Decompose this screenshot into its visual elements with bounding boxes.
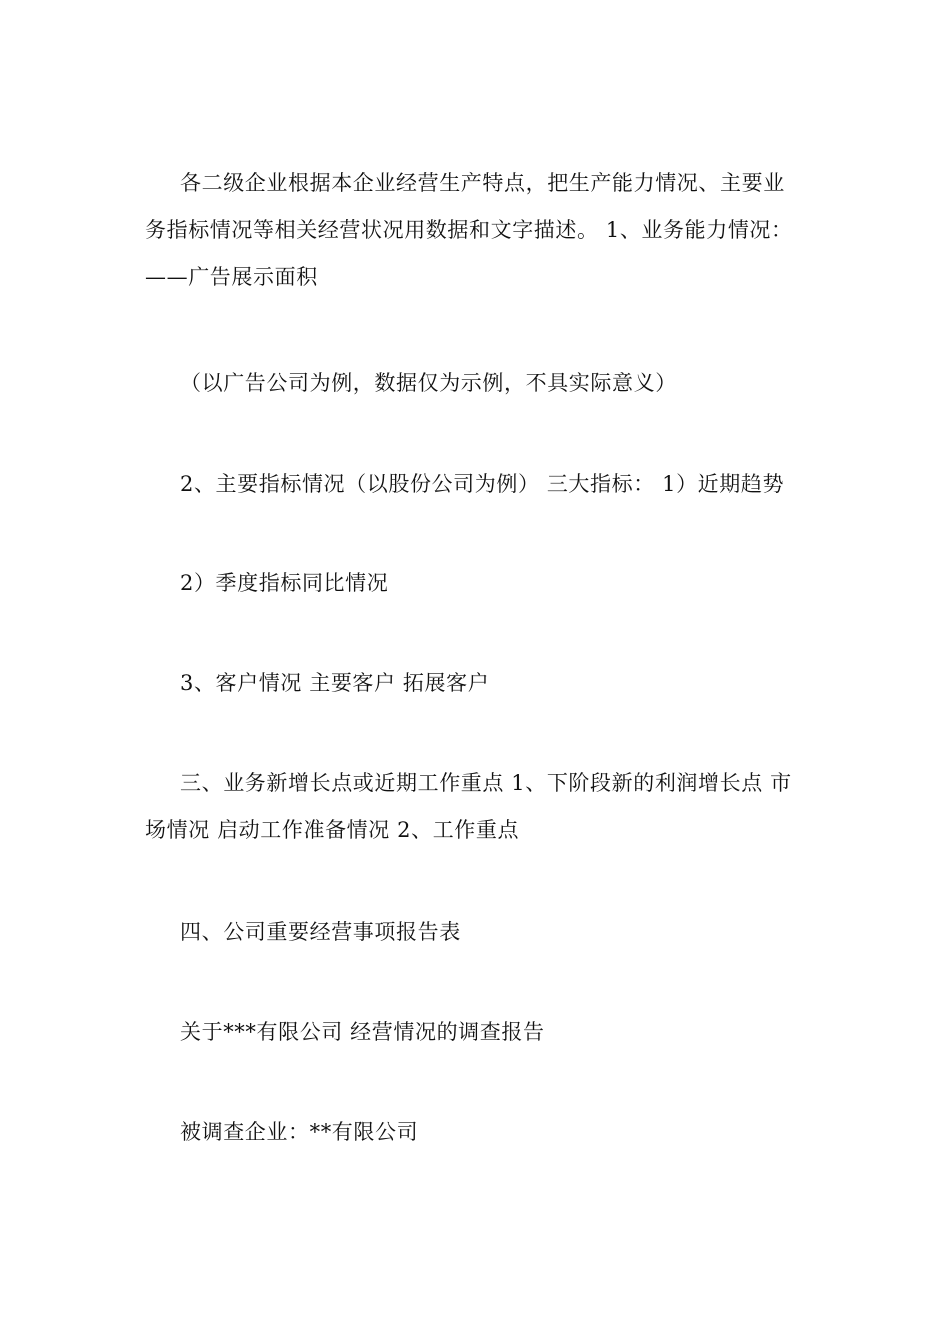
text-line: 四、公司重要经营事项报告表 bbox=[180, 920, 461, 944]
text-line: 3、客户情况 主要客户 拓展客户 bbox=[180, 671, 490, 695]
paragraph-quarterly-indicators bbox=[145, 560, 810, 607]
text-line: 场情况 启动工作准备情况 2、工作重点 bbox=[145, 818, 520, 842]
paragraph-customers bbox=[145, 660, 810, 707]
text-line: 三、业务新增长点或近期工作重点 1、下阶段新的利润增长点 市 bbox=[180, 771, 792, 795]
paragraph-example-note bbox=[145, 360, 810, 407]
text-line: 务指标情况等相关经营状况用数据和文字描述。 1、业务能力情况： bbox=[145, 218, 793, 242]
text-line: 被调查企业：**有限公司 bbox=[180, 1120, 419, 1144]
paragraph-main-indicators bbox=[145, 461, 810, 508]
text-line: （以广告公司为例，数据仅为示例，不具实际意义） bbox=[180, 371, 677, 395]
paragraph-growth-points bbox=[145, 760, 810, 854]
paragraph-intro bbox=[145, 160, 810, 301]
text-line: 2、主要指标情况（以股份公司为例） 三大指标： 1）近期趋势 bbox=[180, 472, 785, 496]
text-line: 关于***有限公司 经营情况的调查报告 bbox=[180, 1020, 545, 1044]
text-line: ——广告展示面积 bbox=[145, 265, 318, 289]
paragraph-report-title bbox=[145, 1009, 810, 1056]
text-line: 各二级企业根据本企业经营生产特点，把生产能力情况、主要业 bbox=[180, 171, 785, 195]
paragraph-surveyed-company bbox=[145, 1109, 810, 1156]
paragraph-report-table bbox=[145, 909, 810, 956]
text-line: 2）季度指标同比情况 bbox=[180, 571, 389, 595]
